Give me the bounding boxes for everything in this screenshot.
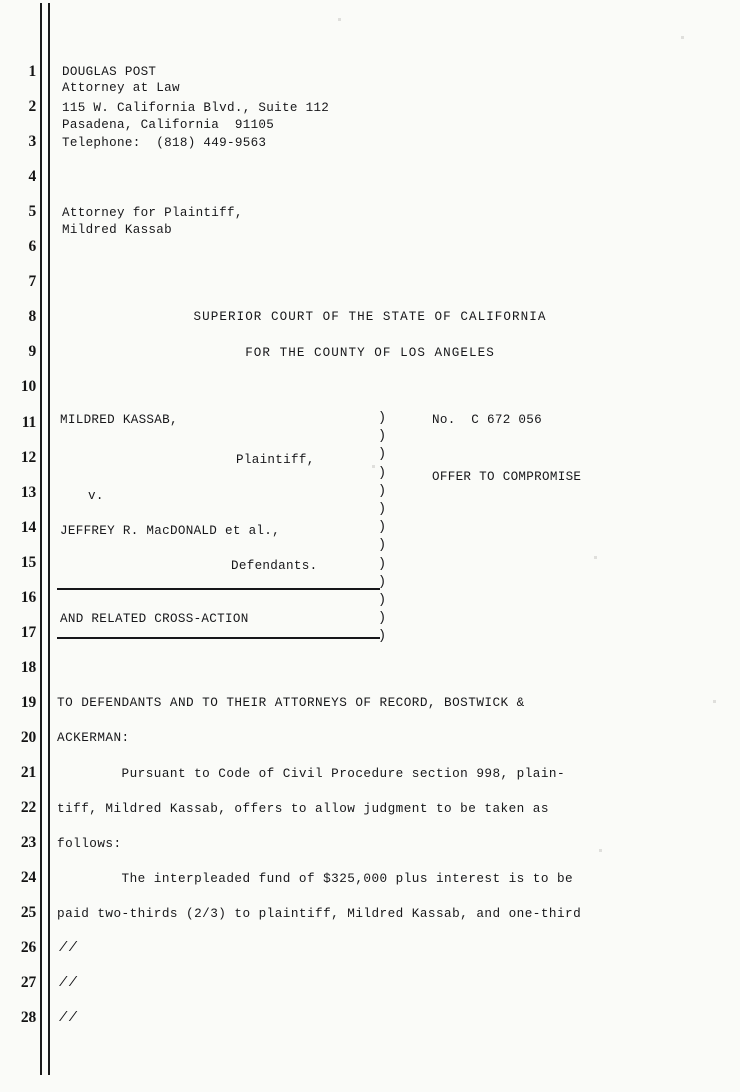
caption-plaintiff-role: Plaintiff, bbox=[236, 453, 315, 467]
scan-speck bbox=[713, 700, 716, 703]
line-number: 11 bbox=[21, 413, 36, 431]
caption-paren: ) bbox=[378, 574, 387, 590]
caption-rule-upper bbox=[57, 588, 380, 590]
caption-cross-action: AND RELATED CROSS-ACTION bbox=[60, 612, 249, 626]
line-number: 26 bbox=[20, 939, 36, 957]
body-line: The interpleaded fund of $325,000 plus interest is to be bbox=[57, 871, 574, 886]
line-number: 23 bbox=[20, 834, 36, 852]
caption-paren: ) bbox=[378, 483, 387, 499]
caption-paren: ) bbox=[378, 447, 387, 463]
continuation-mark: // bbox=[59, 1011, 79, 1026]
line-number: 13 bbox=[20, 483, 36, 501]
caption-paren: ) bbox=[378, 465, 387, 481]
line-number: 18 bbox=[20, 658, 36, 676]
court-title-line-1: SUPERIOR COURT OF THE STATE OF CALIFORNIA bbox=[193, 310, 547, 324]
line-number: 24 bbox=[20, 869, 36, 887]
line-number: 5 bbox=[28, 203, 36, 221]
line-number: 6 bbox=[28, 238, 36, 256]
line-number: 10 bbox=[20, 378, 36, 396]
line-number: 3 bbox=[28, 133, 36, 151]
line-number: 19 bbox=[20, 693, 36, 711]
caption-paren: ) bbox=[378, 502, 387, 517]
line-number: 20 bbox=[20, 728, 36, 746]
line-number: 14 bbox=[20, 518, 36, 536]
line-number: 16 bbox=[20, 588, 36, 606]
attorney-telephone: Telephone: (818) 449-9563 bbox=[62, 136, 267, 150]
scan-speck bbox=[372, 465, 375, 468]
line-number: 21 bbox=[20, 764, 36, 781]
caption-defendant-role: Defendants. bbox=[231, 559, 318, 573]
scan-speck bbox=[681, 36, 684, 39]
body-line: tiff, Mildred Kassab, offers to allow judgment to be taken as bbox=[57, 801, 549, 816]
caption-paren: ) bbox=[378, 629, 387, 645]
body-line: TO DEFENDANTS AND TO THEIR ATTORNEYS OF RECORD, BOSTWICK & bbox=[57, 695, 525, 710]
scan-speck bbox=[594, 556, 597, 559]
caption-rule-lower bbox=[57, 637, 380, 639]
attorney-address-2: Pasadena, California 91105 bbox=[62, 118, 275, 132]
caption-paren: ) bbox=[378, 611, 387, 627]
line-number: 8 bbox=[28, 308, 36, 326]
line-number: 15 bbox=[20, 553, 36, 571]
margin-rule-inner bbox=[48, 3, 50, 1075]
body-line: paid two-thirds (2/3) to plaintiff, Mildred Kassab, and one-third bbox=[57, 906, 582, 921]
continuation-mark: // bbox=[59, 941, 79, 956]
scan-speck bbox=[338, 18, 341, 21]
line-number: 12 bbox=[20, 448, 36, 466]
line-number: 27 bbox=[20, 974, 36, 992]
line-number: 9 bbox=[28, 343, 36, 361]
caption-paren: ) bbox=[378, 411, 387, 426]
body-line: ACKERMAN: bbox=[57, 730, 130, 745]
line-number: 28 bbox=[20, 1009, 36, 1027]
attorney-name: DOUGLAS POST bbox=[62, 65, 157, 79]
caption-paren: ) bbox=[378, 556, 387, 572]
caption-versus: v. bbox=[88, 489, 104, 503]
caption-defendant-name: JEFFREY R. MacDONALD et al., bbox=[60, 524, 281, 538]
line-number: 2 bbox=[28, 98, 36, 116]
case-number: No. C 672 056 bbox=[432, 413, 543, 427]
caption-paren: ) bbox=[378, 593, 387, 608]
scan-speck bbox=[599, 849, 602, 852]
caption-paren: ) bbox=[378, 538, 387, 554]
body-line: Pursuant to Code of Civil Procedure section 998, plain- bbox=[57, 766, 566, 781]
margin-rule-outer bbox=[40, 3, 42, 1075]
representation-line-2: Mildred Kassab bbox=[62, 223, 173, 237]
line-number: 25 bbox=[20, 904, 36, 922]
document-title: OFFER TO COMPROMISE bbox=[432, 470, 582, 484]
body-line: follows: bbox=[57, 836, 122, 851]
line-number: 4 bbox=[28, 168, 36, 186]
attorney-title: Attorney at Law bbox=[62, 81, 180, 95]
caption-paren: ) bbox=[378, 429, 387, 445]
caption-paren: ) bbox=[378, 520, 387, 536]
line-number: 7 bbox=[28, 273, 36, 291]
line-number: 17 bbox=[20, 623, 36, 641]
line-number: 22 bbox=[20, 799, 36, 817]
line-number-gutter bbox=[0, 0, 36, 1092]
continuation-mark: // bbox=[59, 976, 79, 991]
caption-plaintiff-name: MILDRED KASSAB, bbox=[60, 413, 178, 427]
representation-line-1: Attorney for Plaintiff, bbox=[62, 206, 243, 220]
line-number: 1 bbox=[28, 63, 36, 80]
court-title-line-2: FOR THE COUNTY OF LOS ANGELES bbox=[245, 346, 495, 360]
attorney-address-1: 115 W. California Blvd., Suite 112 bbox=[62, 101, 330, 115]
